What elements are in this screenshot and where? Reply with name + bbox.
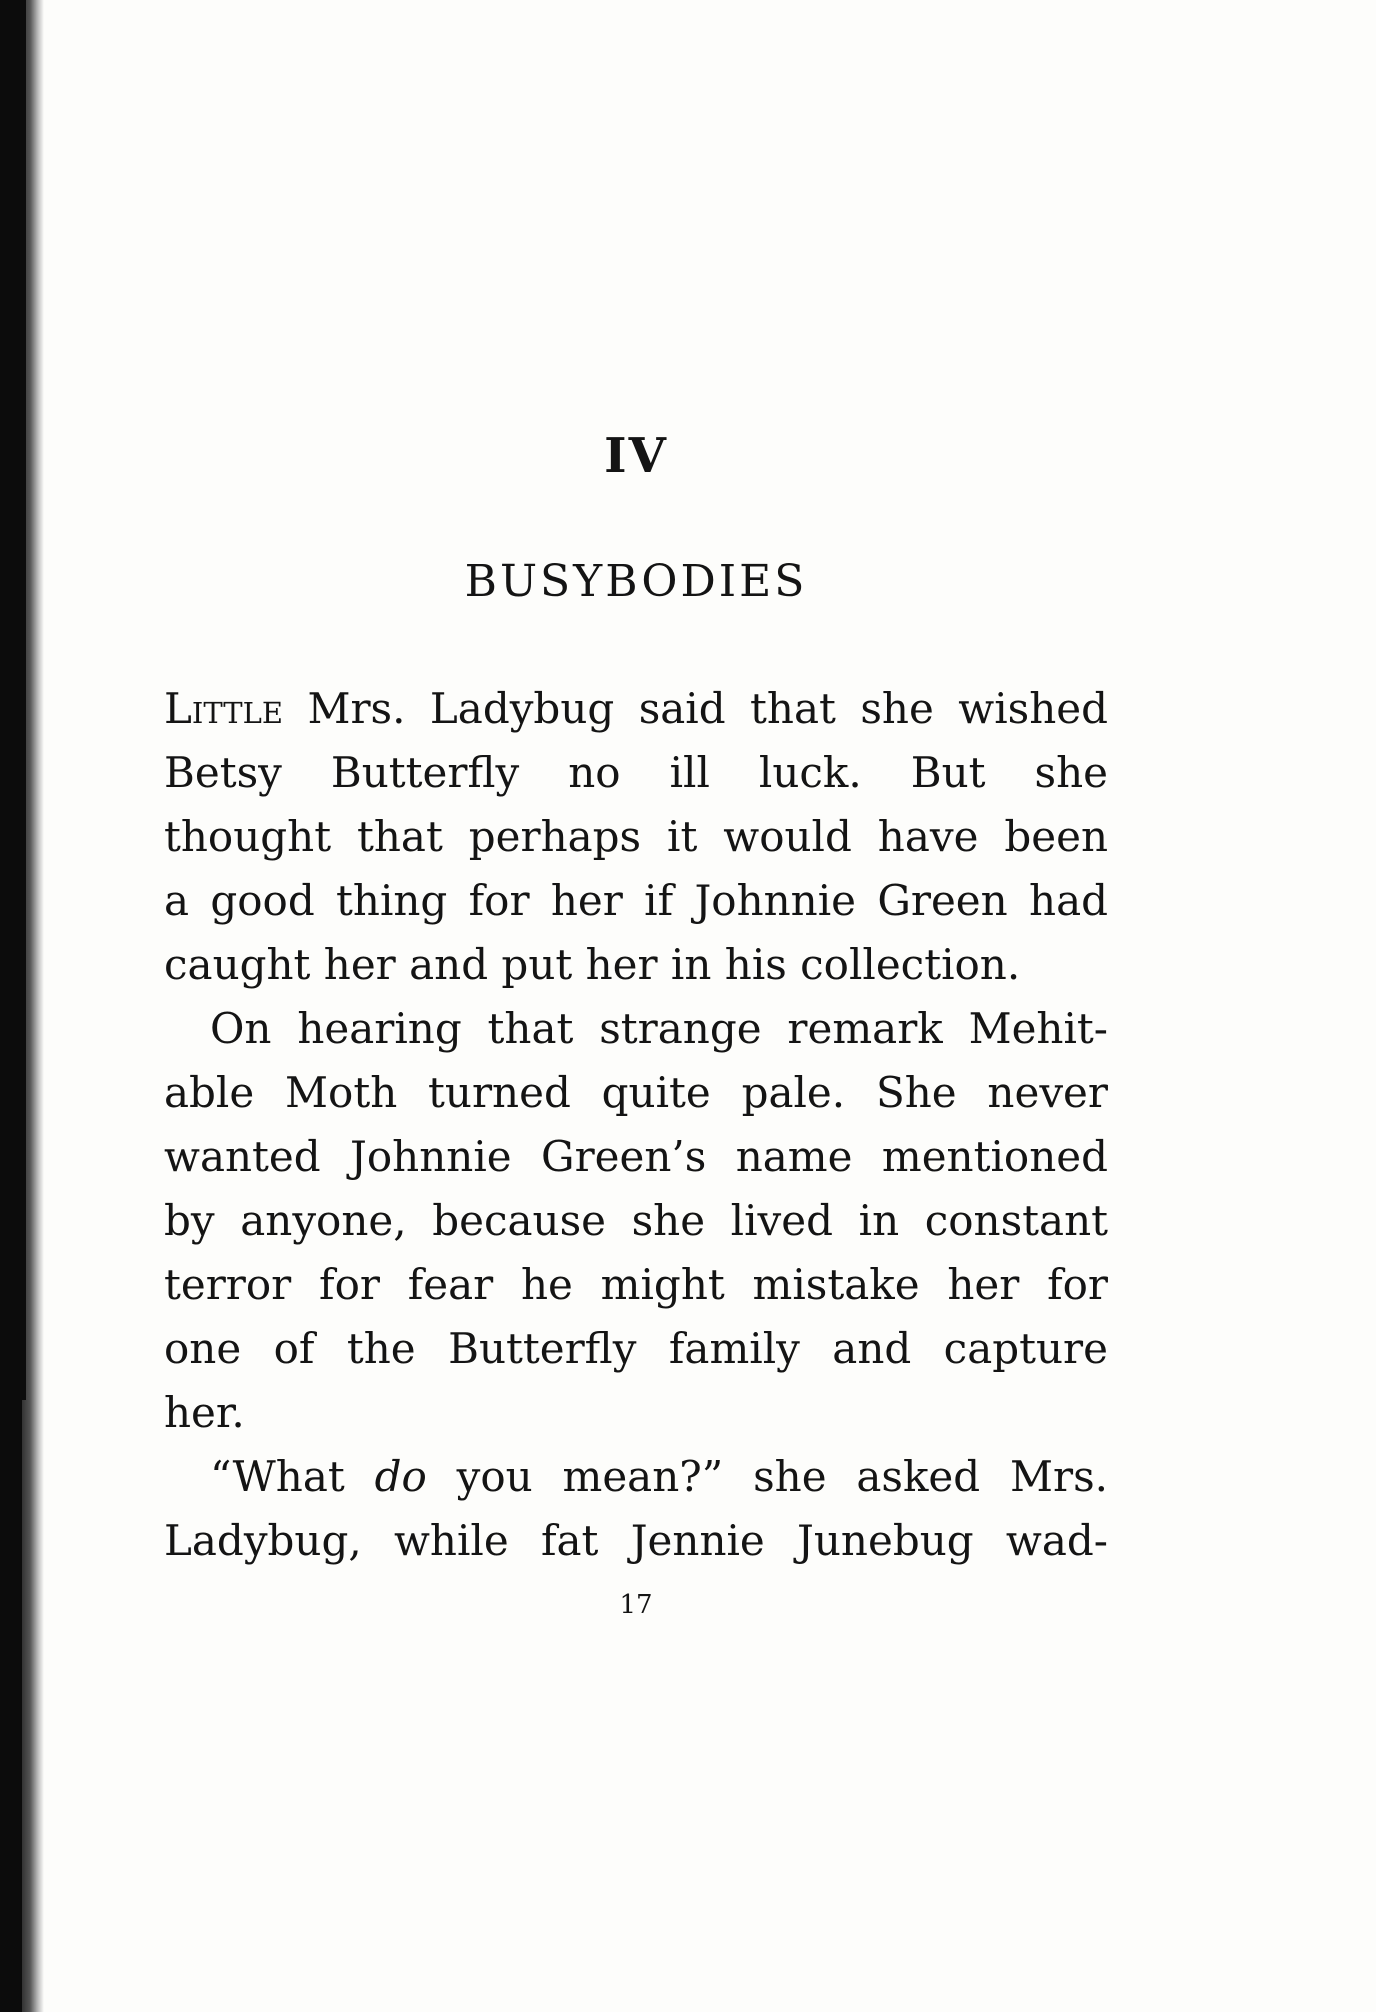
text-line: Betsy Butterfly no ill luck. But she [164,748,1108,797]
chapter-number: IV [604,428,668,484]
text-line: able Moth turned quite pale. She never [164,1068,1108,1117]
text-line: caught her and put her in his collection. [164,940,1021,989]
text-line: her. [164,1388,245,1437]
text-line: by anyone, because she lived in constant [164,1196,1108,1245]
text-line: thought that perhaps it would have been [164,812,1108,861]
text-segment: you mean?” she asked Mrs. [456,1452,1108,1501]
italic-word: do [374,1452,427,1501]
body-text [164,677,1108,1573]
text-segment: “What [210,1452,345,1501]
text-line: terror for fear he might mistake her for [164,1260,1108,1309]
drop-word: Little [164,684,283,733]
chapter-title: BUSYBODIES [464,556,808,607]
text-line: On hearing that strange remark Mehit- [210,1004,1108,1053]
text-line [164,677,1108,741]
text-line-rest: Mrs. Ladybug said that she wished [307,684,1108,733]
binding-shadow-streak [0,0,26,1400]
page-number: 17 [619,1590,653,1620]
text-line: Ladybug, while fat Jennie Junebug wad- [164,1516,1108,1565]
book-binding-edge [0,0,44,2012]
text-line: a good thing for her if Johnnie Green had [164,876,1108,925]
text-line: one of the Butterfly family and capture [164,1324,1108,1373]
text-line [164,1445,1108,1509]
binding-shadow-streak [0,1400,22,2012]
text-line: wanted Johnnie Green’s name mentioned [164,1132,1108,1181]
